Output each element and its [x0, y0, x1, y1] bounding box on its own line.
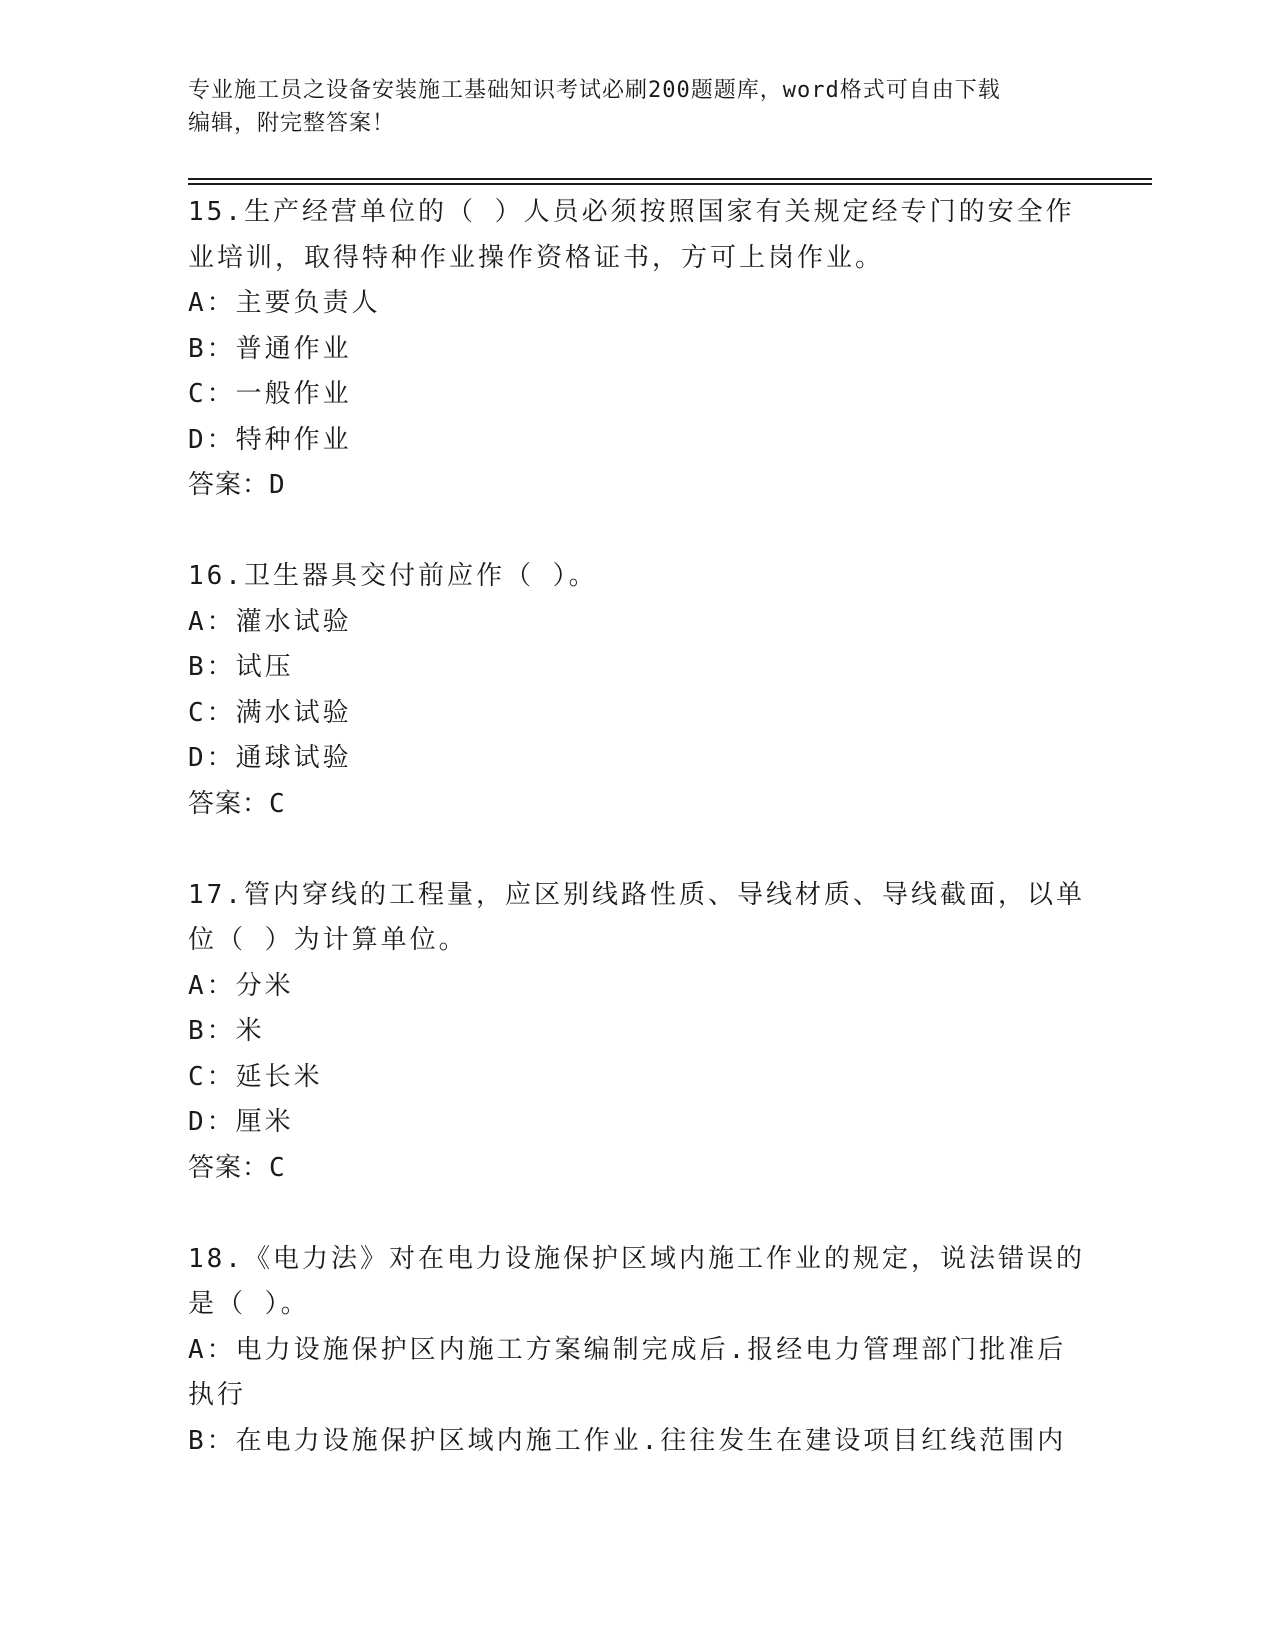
answer-line: 答案：D	[188, 470, 286, 500]
question-stem: 18.《电力法》对在电力设施保护区域内施工作业的规定，说法错误的	[188, 1243, 1085, 1274]
question-15	[188, 190, 1088, 509]
question-stem: 15.生产经营单位的（ ）人员必须按照国家有关规定经专门的安全作	[188, 197, 1075, 227]
question-17	[188, 873, 1088, 1192]
option-c: C：满水试验	[188, 697, 352, 728]
question-stem: 17.管内穿线的工程量，应区别线路性质、导线材质、导线截面，以单	[188, 879, 1085, 910]
header-line-1: 专业施工员之设备安装施工基础知识考试必刷200题题库，word格式可自由下载	[188, 78, 1001, 103]
question-16	[188, 554, 1088, 827]
option-c: C：一般作业	[188, 379, 352, 409]
question-stem: 业培训，取得特种作业操作资格证书，方可上岗作业。	[188, 242, 885, 273]
question-list	[188, 190, 1088, 1464]
question-stem: 位（ ）为计算单位。	[188, 925, 468, 955]
question-18	[188, 1237, 1088, 1465]
option-c: C：延长米	[188, 1061, 323, 1092]
option-a: A：电力设施保护区内施工方案编制完成后.报经电力管理部门批准后	[188, 1334, 1067, 1365]
header-line-2: 编辑，附完整答案！	[188, 111, 396, 136]
option-b: B：在电力设施保护区域内施工作业.往往发生在建设项目红线范围内	[188, 1425, 1067, 1456]
option-d: D：厘米	[188, 1107, 294, 1137]
header-divider-bottom	[188, 183, 1152, 185]
option-d: D：通球试验	[188, 743, 352, 773]
answer-line: 答案：C	[188, 1152, 286, 1183]
option-a-continued: 执行	[188, 1380, 247, 1410]
option-a: A：分米	[188, 970, 294, 1001]
document-header	[188, 74, 1068, 140]
answer-line: 答案：C	[188, 788, 286, 819]
question-stem: 16.卫生器具交付前应作（ ）。	[188, 561, 598, 591]
option-b: B：试压	[188, 652, 294, 682]
option-b: B：普通作业	[188, 333, 352, 364]
option-d: D：特种作业	[188, 424, 352, 455]
option-a: A：灌水试验	[188, 606, 352, 637]
option-a: A：主要负责人	[188, 288, 381, 318]
option-b: B：米	[188, 1016, 265, 1046]
header-divider-top	[188, 178, 1152, 180]
question-stem: 是（ ）。	[188, 1289, 310, 1319]
